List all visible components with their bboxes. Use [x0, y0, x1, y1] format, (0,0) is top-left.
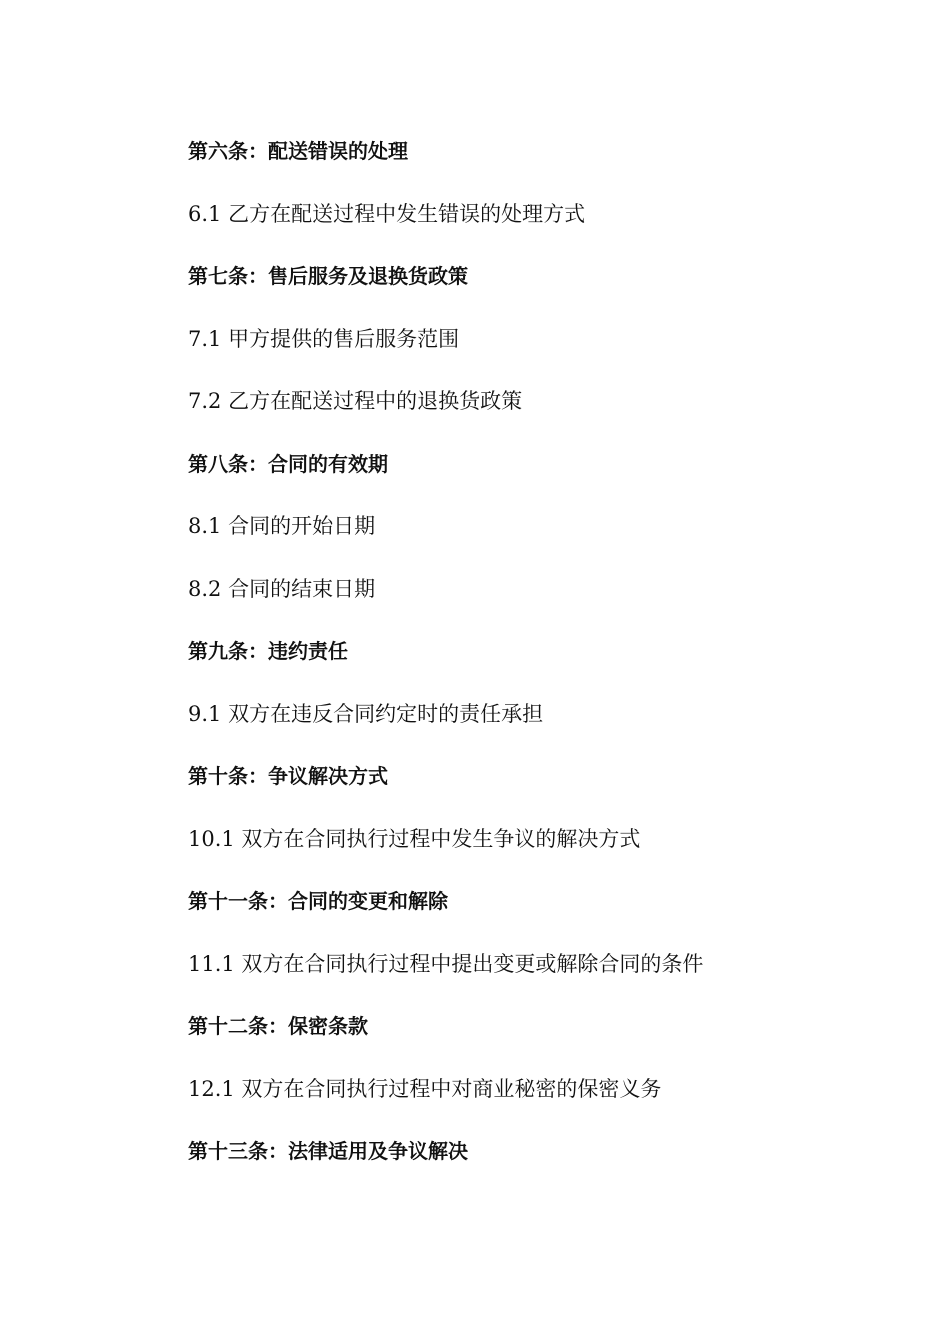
clause-text: 9.1 双方在违反合同约定时的责任承担 — [188, 701, 544, 726]
clause-text: 7.2 乙方在配送过程中的退换货政策 — [188, 389, 523, 413]
article-heading: 第十二条：保密条款 — [188, 1014, 368, 1038]
clause-text: 12.1 双方在合同执行过程中对商业秘密的保密义务 — [188, 1076, 662, 1101]
article-heading: 第十三条：法律适用及争议解决 — [188, 1139, 468, 1163]
clause-text: 7.1 甲方提供的售后服务范围 — [188, 326, 460, 351]
clause-text: 8.1 合同的开始日期 — [188, 514, 376, 538]
article-heading: 第八条：合同的有效期 — [188, 451, 388, 476]
clause-text: 8.2 合同的结束日期 — [188, 576, 376, 601]
article-heading: 第十条：争议解决方式 — [188, 764, 388, 788]
document-body — [188, 130, 868, 1193]
clause-text: 10.1 双方在合同执行过程中发生争议的解决方式 — [188, 826, 641, 851]
article-heading: 第十一条：合同的变更和解除 — [188, 889, 448, 913]
article-heading: 第九条：违约责任 — [188, 639, 348, 663]
clause-text: 11.1 双方在合同执行过程中提出变更或解除合同的条件 — [188, 951, 704, 976]
clause-text: 6.1 乙方在配送过程中发生错误的处理方式 — [188, 201, 586, 226]
article-heading: 第六条：配送错误的处理 — [188, 139, 408, 163]
article-heading: 第七条：售后服务及退换货政策 — [188, 264, 468, 288]
